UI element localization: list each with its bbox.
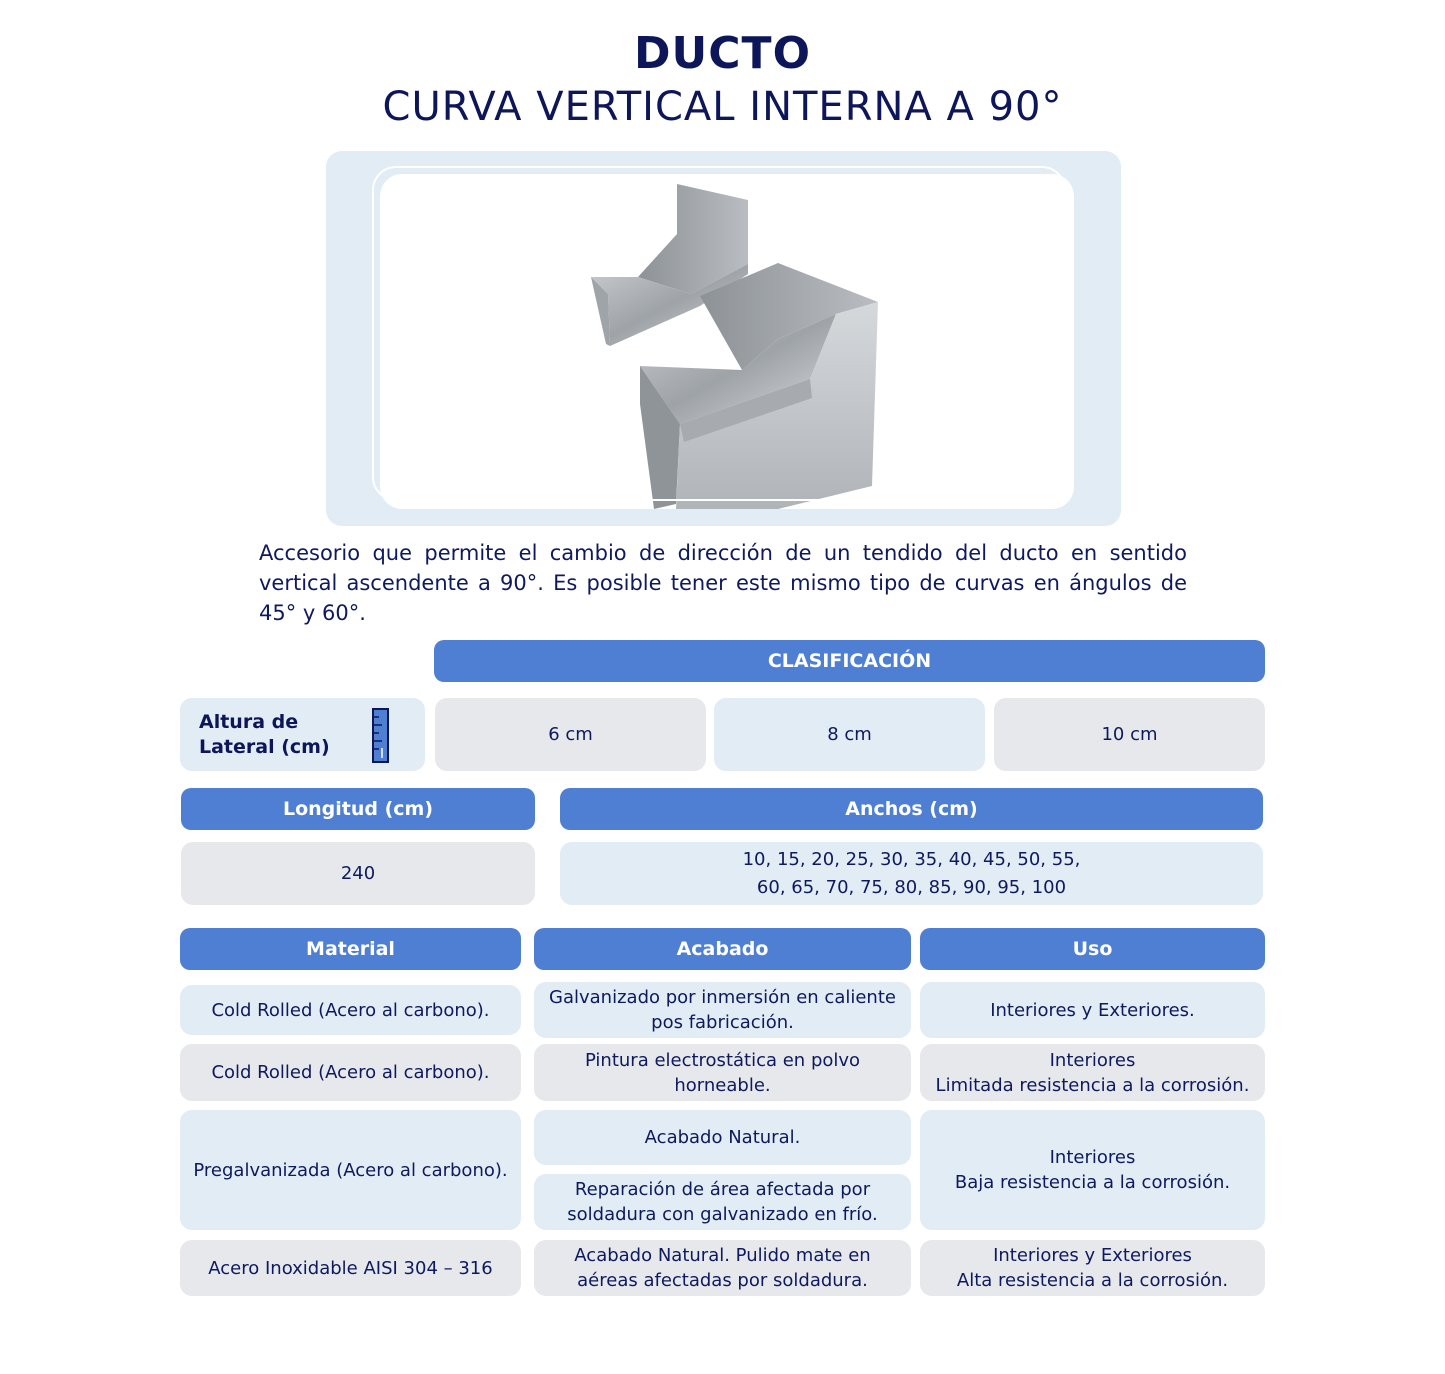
acabado-cell: Reparación de área afectada por soldadura con galvanizado en frío. — [534, 1174, 911, 1230]
longitud-value: 240 — [181, 842, 535, 905]
acabado-cell: Acabado Natural. Pulido mate en aéreas afectadas por soldadura. — [534, 1240, 911, 1296]
ruler-icon — [371, 708, 391, 764]
altura-lateral-label: Altura de Lateral (cm) — [199, 711, 330, 758]
material-cell: Acero Inoxidable AISI 304 – 316 — [180, 1240, 521, 1296]
longitud-header: Longitud (cm) — [181, 788, 535, 830]
altura-8-cm: 8 cm — [714, 698, 985, 771]
material-header: Material — [180, 928, 521, 970]
image-outline — [372, 166, 1066, 501]
material-cell: Cold Rolled (Acero al carbono). — [180, 985, 521, 1035]
uso-header: Uso — [920, 928, 1265, 970]
anchos-header: Anchos (cm) — [560, 788, 1263, 830]
uso-cell: Interiores y Exteriores. — [920, 982, 1265, 1038]
acabado-cell: Galvanizado por inmersión en caliente pos fabricación. — [534, 982, 911, 1038]
anchos-value: 10, 15, 20, 25, 30, 35, 40, 45, 50, 55, 60, 65, 70, 75, 80, 85, 90, 95, 100 — [560, 842, 1263, 905]
altura-lateral-label-cell — [180, 698, 425, 771]
acabado-cell: Pintura electrostática en polvo horneable. — [534, 1044, 911, 1101]
acabado-header: Acabado — [534, 928, 911, 970]
altura-6-cm: 6 cm — [435, 698, 706, 771]
uso-cell: Interiores Baja resistencia a la corrosión. — [920, 1110, 1265, 1230]
uso-cell: Interiores y Exteriores Alta resistencia a la corrosión. — [920, 1240, 1265, 1296]
page-subtitle: CURVA VERTICAL INTERNA A 90° — [382, 84, 1063, 130]
material-cell: Cold Rolled (Acero al carbono). — [180, 1044, 521, 1101]
altura-10-cm: 10 cm — [994, 698, 1265, 771]
page-title: DUCTO — [634, 28, 811, 79]
product-description: Accesorio que permite el cambio de dirección de un tendido del ducto en sentido vertical ascendente a 90°. Es posible tener este mismo tipo de curvas en ángulos de 45° y 60°. — [259, 541, 1187, 625]
clasificacion-header: CLASIFICACIÓN — [434, 640, 1265, 682]
acabado-cell: Acabado Natural. — [534, 1110, 911, 1165]
uso-cell: Interiores Limitada resistencia a la corrosión. — [920, 1044, 1265, 1101]
material-cell: Pregalvanizada (Acero al carbono). — [180, 1110, 521, 1230]
